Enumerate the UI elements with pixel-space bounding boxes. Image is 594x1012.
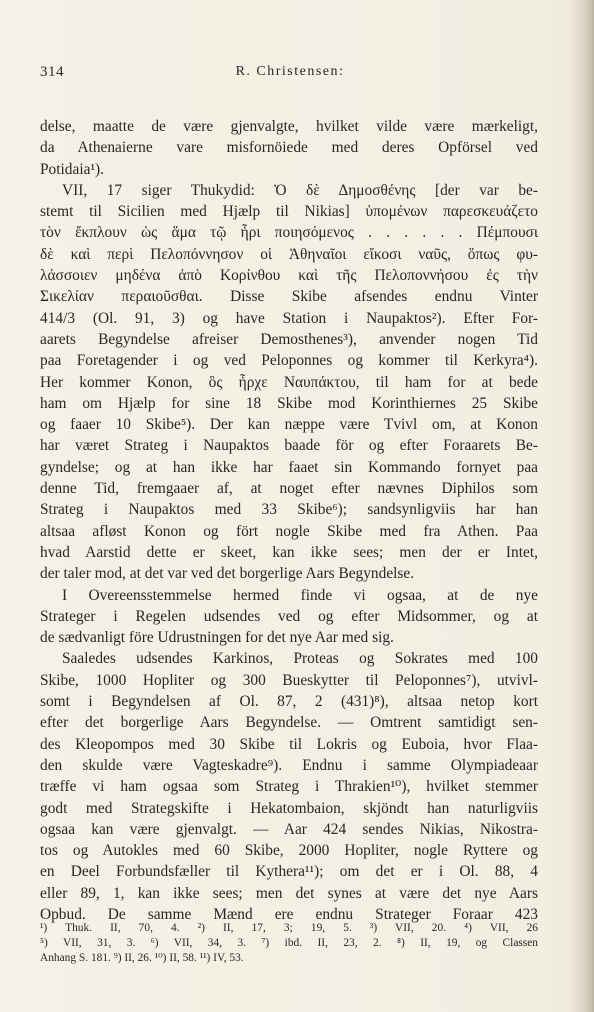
text-line: de sædvanligt före Udrustningen for det nye Aar med sig. bbox=[40, 629, 394, 647]
text-line: somt i Begyndelsen af Ol. 87, 2 (431)⁸), altsaa netop kort bbox=[40, 693, 538, 711]
text-line: τὸν ἔκπλουν ὡς ἅμα τῷ ἦρι ποιησόμενος . . . . . . Πέμπουσι bbox=[40, 224, 538, 242]
text-line: efter det borgerlige Aars Begyndelse. — Omtrent samtidigt sen- bbox=[40, 714, 538, 732]
text-line: 414/3 (Ol. 91, 3) og have Station i Naupaktos²). Efter For- bbox=[40, 309, 538, 327]
text-line: hvad Aarstid dette er skeet, kan ikke sees; men der er Intet, bbox=[40, 543, 538, 561]
text-line: der taler mod, at det var ved det borgerlige Aars Begyndelse. bbox=[40, 565, 415, 583]
text-line: I Overeensstemmelse hermed finde vi ogsaa, at de nye bbox=[62, 586, 538, 604]
text-line: godt med Strategskifte i Hekatombaion, skjöndt han naturligviis bbox=[40, 799, 538, 817]
text-line: tos og Autokles med 60 Skibe, 2000 Hopliter, nogle Ryttere og bbox=[40, 842, 538, 860]
text-line: en Deel Forbundsfæller til Kythera¹¹); om det er i Ol. 88, 4 bbox=[40, 863, 538, 881]
page-edge bbox=[572, 0, 594, 1012]
text-line: Σικελίαν περαιοῦσθαι. Disse Skibe afsendes endnu Vinter bbox=[40, 288, 538, 306]
footnote-line: Anhang S. 181. ⁹) II, 26. ¹⁰) II, 58. ¹¹) IV, 53. bbox=[40, 952, 244, 964]
text-line: Potidaia¹). bbox=[40, 160, 105, 178]
body-text bbox=[40, 116, 538, 925]
text-line: delse, maatte de være gjenvalgte, hvilket vilde være mærkeligt, bbox=[40, 118, 538, 135]
text-line: Strateg i Naupaktos med 33 Skibe⁶); sandsynligviis har han bbox=[40, 501, 538, 519]
text-line: λάσσοιεν μηδένα ἀπὸ Κορίνθου καὶ τῆς Πελοποννήσου ἐς τὴν bbox=[40, 267, 538, 285]
text-line: des Kleopompos med 30 Skibe til Lokris og Euboia, hvor Flaa- bbox=[40, 735, 538, 753]
page-header bbox=[40, 64, 540, 86]
text-line: altsaa afløst Konon og fört nogle Skibe med fra Athen. Paa bbox=[40, 522, 538, 540]
page-number: 314 bbox=[40, 64, 64, 80]
text-line: gyndelse; og at han ikke har faaet sin Kommando fornyet paa bbox=[40, 458, 538, 476]
text-line: Her kommer Konon, ὃς ἦρχε Ναυπάκτου, til ham for at bede bbox=[40, 373, 538, 391]
footnote-line: ¹) Thuk. II, 70, 4. ²) II, 17, 3; 19, 5. ³) VII, 20. ⁴) VII, 26 bbox=[40, 922, 538, 934]
text-line: aarets Begyndelse afreiser Demosthenes³), anvender nogen Tid bbox=[40, 330, 538, 348]
text-line: ogsaa kan være gjenvalgt. — Aar 424 sendes Nikias, Nikostra- bbox=[40, 820, 538, 838]
footnotes bbox=[40, 921, 538, 966]
text-line: ham om Hjælp for sine 18 Skibe mod Korinthiernes 25 Skibe bbox=[40, 394, 538, 412]
text-line: VII, 17 siger Thukydid: Ὁ δὲ Δημοσθένης [der var be- bbox=[62, 181, 538, 199]
text-line: har været Strateg i Naupaktos baade för og efter Foraarets Be- bbox=[40, 437, 538, 455]
text-line: Saaledes udsendes Karkinos, Proteas og Sokrates med 100 bbox=[62, 650, 538, 668]
text-line: δὲ καὶ περὶ Πελοπόννησον οἱ Ἀθηναῖοι εἴκοσι ναῦς, ὅπως φυ- bbox=[40, 245, 538, 263]
text-line: den skulde være Vagteskadre⁹). Endnu i samme Olympiadeaar bbox=[40, 756, 538, 774]
text-line: og faaer 10 Skibe⁵). Der kan næppe være Tvivl om, at Konon bbox=[40, 416, 538, 434]
footnote-line: ⁵) VII, 31, 3. ⁶) VII, 34, 3. ⁷) ibd. II, 23, 2. ⁸) II, 19, og Classen bbox=[40, 937, 538, 949]
text-line: stemt til Sicilien med Hjælp til Nikias] ὑπομένων παρεσκευάζετο bbox=[40, 203, 538, 221]
text-line: Skibe, 1000 Hopliter og 300 Bueskytter til Peloponnes⁷), utvivl- bbox=[40, 671, 538, 689]
text-line: denne Tid, fremgaaer af, at noget efter nævnes Diphilos som bbox=[40, 480, 538, 498]
text-line: træffe vi ham ogsaa som Strateg i Thrakien¹⁰), hvilket stemmer bbox=[40, 778, 538, 796]
text-line: da Athenaierne vare misfornöiede med deres Opförsel ved bbox=[40, 139, 538, 157]
text-line: paa Foretagender i og ved Peloponnes og kommer til Kerkyra⁴). bbox=[40, 352, 538, 370]
running-head: R. Christensen: bbox=[235, 64, 345, 79]
text-line: Strateger i Regelen udsendes ved og efter Midsommer, og at bbox=[40, 607, 538, 625]
text-line: eller 89, 1, kan ikke sees; men det synes at være det nye Aars bbox=[40, 884, 538, 902]
text-line: Opbud. De samme Mænd ere endnu Strateger Foraar 423 bbox=[40, 905, 538, 923]
